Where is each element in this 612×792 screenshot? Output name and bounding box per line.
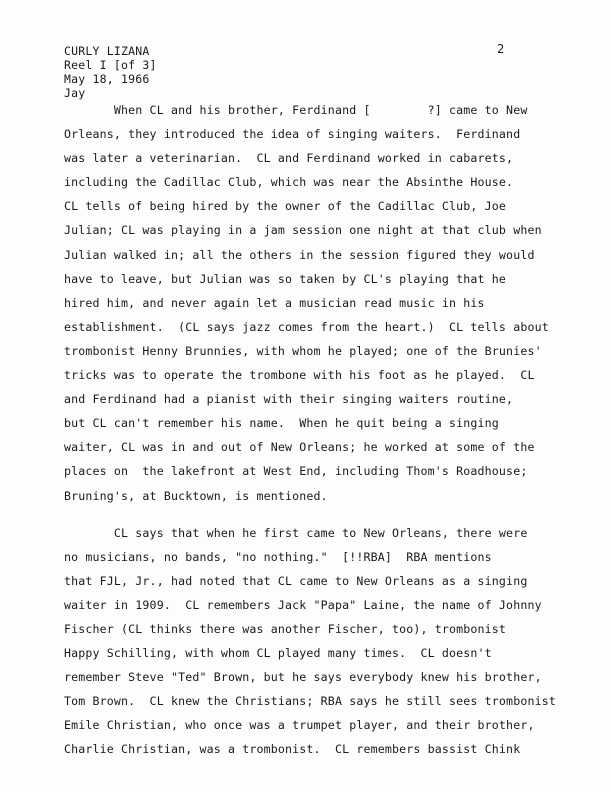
text-line: no musicians, no bands, "no nothing." [!!RBA] RBA mentions bbox=[64, 549, 492, 564]
text-line: When CL and his brother, Ferdinand [ ?] came to New bbox=[64, 103, 528, 117]
text-line: and Ferdinand had a pianist with their singing waiters routine, bbox=[64, 392, 514, 407]
text-line: Orleans, they introduced the idea of singing waiters. Ferdinand bbox=[64, 127, 521, 142]
text-line: Happy Schilling, with whom CL played many times. CL doesn't bbox=[64, 646, 492, 661]
header-name: CURLY LIZANA bbox=[64, 44, 150, 58]
transcript-body bbox=[64, 98, 584, 762]
paragraph-gap bbox=[64, 508, 584, 521]
paragraph bbox=[64, 521, 584, 762]
text-line: establishment. (CL says jazz comes from the heart.) CL tells about bbox=[64, 319, 549, 334]
text-line: Tom Brown. CL knew the Christians; RBA says he still sees trombonist bbox=[64, 694, 556, 709]
text-line: Emile Christian, who once was a trumpet player, and their brother, bbox=[64, 718, 535, 733]
text-line: that FJL, Jr., had noted that CL came to New Orleans as a singing bbox=[64, 573, 528, 588]
text-line: CL says that when he first came to New Orleans, there were bbox=[64, 525, 528, 540]
text-line: CL tells of being hired by the owner of the Cadillac Club, Joe bbox=[64, 199, 507, 214]
text-line: have to leave, but Julian was so taken by CL's playing that he bbox=[64, 271, 507, 286]
text-line: Fischer (CL thinks there was another Fischer, too), trombonist bbox=[64, 621, 507, 636]
text-line: waiter, CL was in and out of New Orleans; he worked at some of the bbox=[64, 440, 535, 455]
text-line: tricks was to operate the trombone with his foot as he played. CL bbox=[64, 368, 535, 383]
paragraph bbox=[64, 98, 584, 508]
text-line: Charlie Christian, was a trombonist. CL remembers bassist Chink bbox=[64, 742, 521, 757]
text-line: Bruning's, at Bucktown, is mentioned. bbox=[64, 488, 328, 503]
page-number: 2 bbox=[497, 42, 505, 56]
text-line: Julian walked in; all the others in the session figured they would bbox=[64, 247, 535, 262]
text-line: remember Steve "Ted" Brown, but he says everybody knew his brother, bbox=[64, 670, 542, 685]
text-line: was later a veterinarian. CL and Ferdinand worked in cabarets, bbox=[64, 151, 514, 166]
header-initials: Jay bbox=[64, 86, 86, 100]
text-line: places on the lakefront at West End, including Thom's Roadhouse; bbox=[64, 464, 528, 479]
text-line: including the Cadillac Club, which was near the Absinthe House. bbox=[64, 175, 514, 190]
document-header bbox=[64, 44, 157, 100]
text-line: hired him, and never again let a musician read music in his bbox=[64, 295, 485, 310]
text-line: Julian; CL was playing in a jam session one night at that club when bbox=[64, 223, 542, 238]
text-line: trombonist Henny Brunnies, with whom he played; one of the Brunies' bbox=[64, 343, 542, 358]
text-line: but CL can't remember his name. When he quit being a singing bbox=[64, 416, 499, 431]
header-reel: Reel I [of 3] bbox=[64, 58, 157, 72]
text-line: waiter in 1909. CL remembers Jack "Papa" Laine, the name of Johnny bbox=[64, 597, 542, 612]
header-date: May 18, 1966 bbox=[64, 72, 150, 86]
